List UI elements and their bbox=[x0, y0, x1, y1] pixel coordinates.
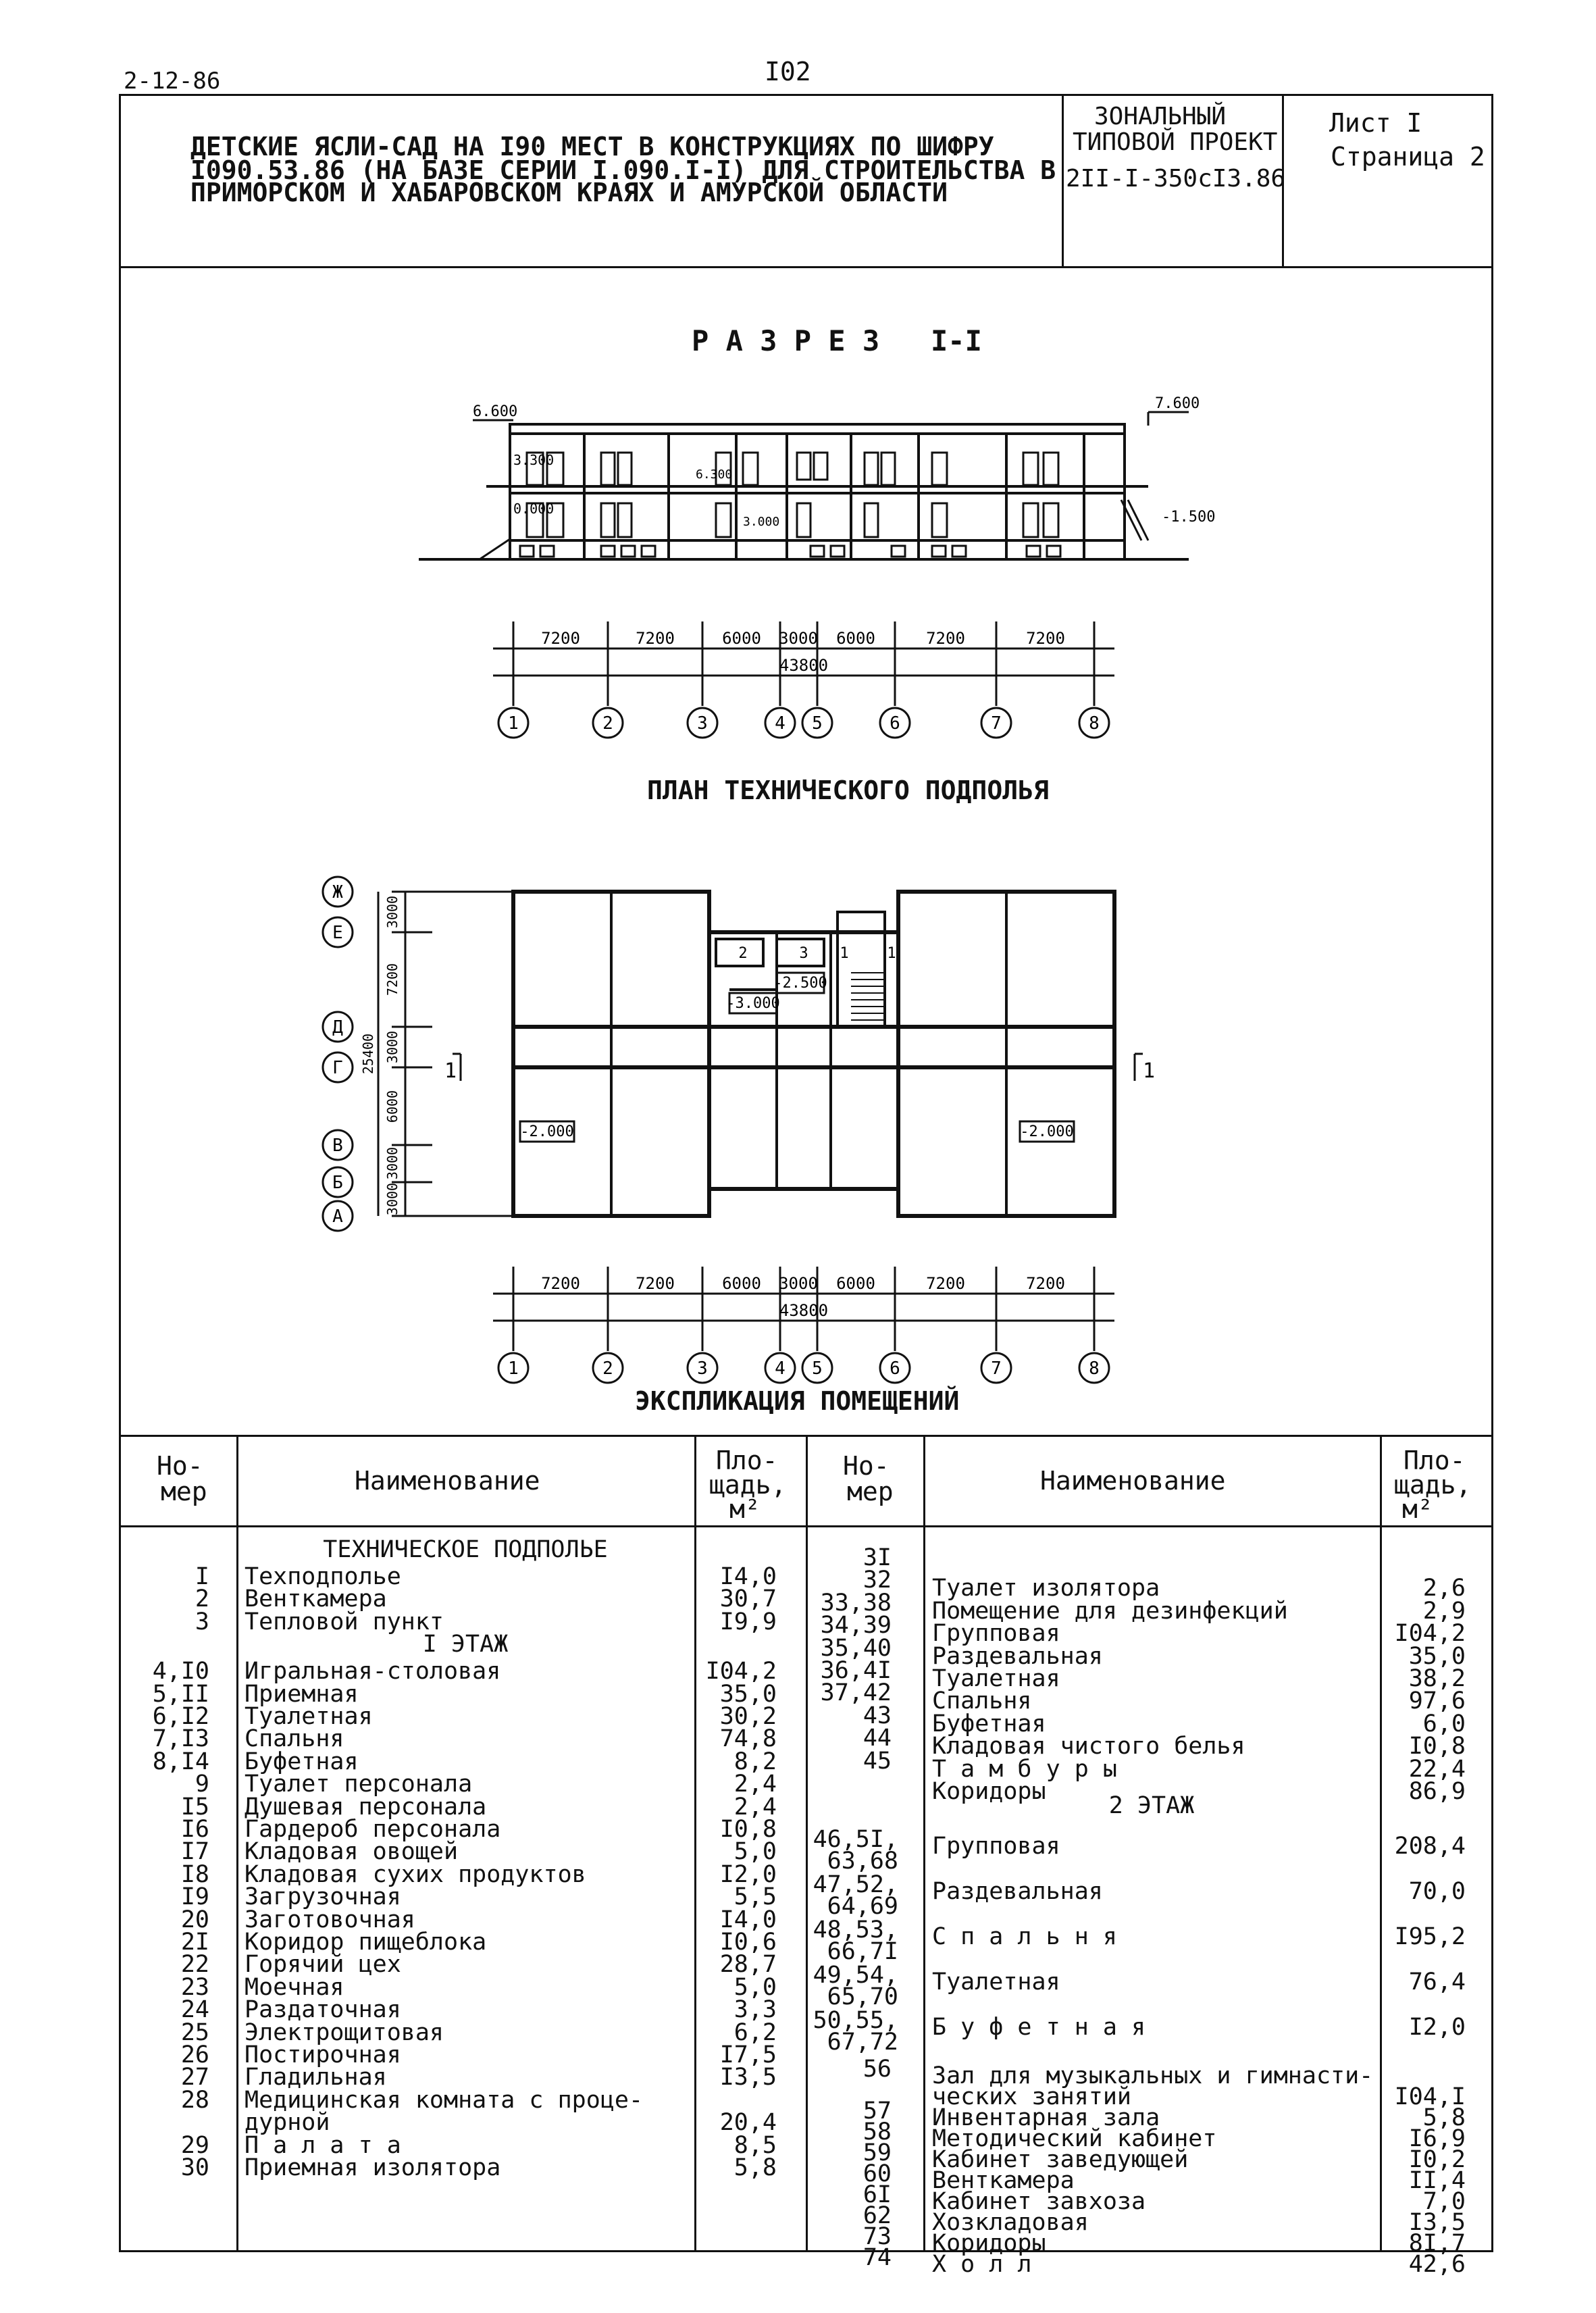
room-name: Кладовая сухих продуктов bbox=[244, 1860, 586, 1888]
table-col-line bbox=[1380, 1435, 1382, 2252]
col-header-area: м² bbox=[1402, 1494, 1433, 1524]
room-number: 2I bbox=[180, 1929, 209, 1956]
level-mark: 3.000 bbox=[743, 515, 780, 529]
axis-label: 5 bbox=[812, 1358, 823, 1379]
row-dimension: 3000 bbox=[384, 895, 401, 929]
plan-room-number: 1 bbox=[887, 945, 896, 962]
room-area: 35,0 bbox=[719, 1680, 777, 1708]
sheet-label: Лист I bbox=[1329, 108, 1422, 138]
plan-level-mark: -2.000 bbox=[1020, 1123, 1074, 1140]
room-name: Техподполье bbox=[244, 1563, 401, 1590]
room-area: I04,2 bbox=[1394, 1620, 1466, 1648]
room-number: I6 bbox=[180, 1816, 209, 1843]
room-area: I0,8 bbox=[719, 1816, 777, 1843]
room-number: 48,53, bbox=[813, 1916, 898, 1944]
room-name: Туалет изолятора bbox=[932, 1575, 1160, 1602]
room-area: I3,5 bbox=[719, 2064, 777, 2091]
axis-label: 5 bbox=[812, 713, 823, 734]
room-name: Т а м б у р ы bbox=[932, 1755, 1117, 1783]
room-name: Тепловой пункт bbox=[244, 1608, 444, 1635]
room-name: Венткамера bbox=[244, 1585, 387, 1613]
plan-level-mark: -2.500 bbox=[773, 975, 827, 992]
page-label: Страница 2 bbox=[1331, 142, 1485, 172]
room-number: 9 bbox=[195, 1771, 209, 1798]
level-mark: 6.300 bbox=[696, 467, 733, 482]
room-name: Зал для музыкальных и гимнасти- bbox=[932, 2062, 1374, 2090]
span-dimension: 7200 bbox=[541, 629, 580, 648]
axis-label: 7 bbox=[991, 713, 1002, 734]
level-mark: 7.600 bbox=[1155, 395, 1200, 412]
room-number: 6I bbox=[863, 2181, 892, 2209]
room-number: 63,68 bbox=[827, 1848, 898, 1875]
room-number: 57 bbox=[863, 2098, 892, 2125]
plan-room-number: 2 bbox=[738, 945, 748, 962]
room-name: Спальня bbox=[932, 1687, 1032, 1715]
room-number: 32 bbox=[863, 1567, 892, 1594]
col-header-number: Но- bbox=[157, 1451, 203, 1481]
table-col-line bbox=[923, 1435, 925, 2252]
span-dimension: 7200 bbox=[1026, 629, 1065, 648]
table-col-line bbox=[806, 1435, 808, 2252]
room-number: 60 bbox=[863, 2160, 892, 2188]
room-number: 25 bbox=[180, 2018, 209, 2046]
span-dimension: 3000 bbox=[779, 1274, 818, 1293]
room-area: 38,2 bbox=[1408, 1665, 1466, 1692]
axis-label: 1 bbox=[508, 713, 519, 734]
col-header-number: мер bbox=[161, 1477, 207, 1506]
room-area: 30,7 bbox=[719, 1585, 777, 1613]
row-axis-label: Е bbox=[332, 923, 343, 943]
col-header-name: Наименование bbox=[1040, 1466, 1226, 1496]
room-area: 5,0 bbox=[733, 1973, 777, 2001]
room-area: I95,2 bbox=[1394, 1923, 1466, 1951]
room-area: II,4 bbox=[1408, 2167, 1466, 2195]
room-name: Групповая bbox=[932, 1620, 1060, 1648]
room-name: Кладовая чистого белья bbox=[932, 1733, 1245, 1760]
room-area: 6,2 bbox=[733, 2018, 777, 2046]
cut-mark-left: 1 bbox=[444, 1059, 457, 1083]
room-name: Приемная bbox=[244, 1680, 359, 1708]
room-area: 8,2 bbox=[733, 1748, 777, 1775]
explication-title: ЭКСПЛИКАЦИЯ ПОМЕЩЕНИЙ bbox=[635, 1386, 960, 1416]
project-code: 2II-I-350сI3.86 bbox=[1066, 165, 1286, 193]
room-area bbox=[696, 2089, 777, 2112]
room-number: 24 bbox=[180, 1996, 209, 2024]
total-dimension: 43800 bbox=[779, 1301, 829, 1320]
col-header-number: Но- bbox=[843, 1451, 890, 1481]
row-dimension: 7200 bbox=[384, 963, 401, 996]
plan-title: ПЛАН ТЕХНИЧЕСКОГО ПОДПОЛЬЯ bbox=[647, 776, 1049, 805]
room-number: 20 bbox=[180, 1906, 209, 1933]
room-name: Инвентарная зала bbox=[932, 2104, 1160, 2132]
span-dimension: 7200 bbox=[926, 1274, 965, 1293]
row-axis-label: А bbox=[332, 1206, 343, 1227]
span-dimension: 6000 bbox=[836, 629, 875, 648]
room-number: 2 bbox=[195, 1585, 209, 1613]
level-mark: -1.500 bbox=[1162, 509, 1216, 526]
room-area: 28,7 bbox=[719, 1951, 777, 1979]
room-name: Раздаточная bbox=[244, 1996, 401, 2024]
axis-label: 1 bbox=[508, 1358, 519, 1379]
total-dimension: 43800 bbox=[779, 656, 829, 675]
room-number: 44 bbox=[863, 1725, 892, 1752]
plan-level-mark: -2.000 bbox=[520, 1123, 574, 1140]
room-number: 5,II bbox=[152, 1680, 209, 1708]
room-number: 59 bbox=[863, 2139, 892, 2167]
room-number: 73 bbox=[863, 2223, 892, 2251]
axis-label: 8 bbox=[1089, 1358, 1100, 1379]
room-number: 29 bbox=[180, 2131, 209, 2159]
room-name: Помещение для дезинфекций bbox=[932, 1597, 1288, 1625]
axis-label: 4 bbox=[775, 1358, 786, 1379]
room-number bbox=[128, 2112, 209, 2134]
room-number: 49,54, bbox=[813, 1962, 898, 1989]
room-number: I9 bbox=[180, 1883, 209, 1911]
span-dimension: 7200 bbox=[636, 1274, 675, 1293]
room-name: Моечная bbox=[244, 1973, 344, 2001]
row-axis-label: В bbox=[332, 1136, 343, 1156]
room-name: Электрощитовая bbox=[244, 2018, 444, 2046]
section-title: Р А З Р Е З I-I bbox=[692, 324, 982, 357]
room-name: Загрузочная bbox=[244, 1883, 401, 1911]
room-area: 42,6 bbox=[1408, 2251, 1466, 2279]
project-title-line: I090.53.86 (НА БАЗЕ СЕРИИ I.090.I-I) ДЛЯ СТРОИТЕЛЬСТВА В bbox=[190, 155, 1056, 185]
room-number: 50,55, bbox=[813, 2007, 898, 2035]
room-number: 56 bbox=[863, 2056, 892, 2083]
room-name: Туалетная bbox=[932, 1968, 1060, 1996]
room-name: Приемная изолятора bbox=[244, 2154, 501, 2181]
section-heading: 2 ЭТАЖ bbox=[1108, 1792, 1195, 1820]
room-name: Кабинет завхоза bbox=[932, 2188, 1146, 2216]
room-name: С п а л ь н я bbox=[932, 1923, 1117, 1951]
plan-drawing bbox=[311, 871, 1189, 1236]
room-number: I bbox=[195, 1563, 209, 1590]
room-name: Гардероб персонала bbox=[244, 1816, 501, 1843]
col-header-area: щадь, bbox=[709, 1470, 787, 1500]
room-name: Спальня bbox=[244, 1725, 344, 1753]
room-area: 5,0 bbox=[733, 1838, 777, 1866]
room-number: 3 bbox=[195, 1608, 209, 1635]
room-name: Медицинская комната с проце- bbox=[244, 2086, 644, 2114]
room-area: 5,5 bbox=[733, 1883, 777, 1911]
room-name: Заготовочная bbox=[244, 1906, 415, 1933]
room-number: 66,7I bbox=[827, 1938, 898, 1966]
room-name: П а л а т а bbox=[244, 2131, 401, 2159]
room-area: 22,4 bbox=[1408, 1755, 1466, 1783]
room-area: 5,8 bbox=[1422, 2104, 1466, 2132]
plan-room-number: 1 bbox=[840, 945, 849, 962]
section-heading: I ЭТАЖ bbox=[422, 1631, 509, 1658]
room-area: I2,0 bbox=[719, 1860, 777, 1888]
span-dimension: 7200 bbox=[541, 1274, 580, 1293]
row-dimension: 3000 bbox=[384, 1030, 401, 1064]
room-number: 3I bbox=[863, 1544, 892, 1571]
room-number: 37,42 bbox=[820, 1679, 892, 1707]
room-area: 86,9 bbox=[1408, 1778, 1466, 1805]
axis-label: 2 bbox=[602, 713, 613, 734]
room-number: 47,52, bbox=[813, 1871, 898, 1899]
room-number: 23 bbox=[180, 1973, 209, 2001]
axis-label: 6 bbox=[890, 713, 900, 734]
room-area: 35,0 bbox=[1408, 1642, 1466, 1670]
room-area: I0,2 bbox=[1408, 2146, 1466, 2174]
project-type-line: ТИПОВОЙ ПРОЕКТ bbox=[1073, 128, 1278, 156]
room-name: Методический кабинет bbox=[932, 2125, 1217, 2153]
room-number: 33,38 bbox=[820, 1589, 892, 1617]
project-title-line: ДЕТСКИЕ ЯСЛИ-САД НА I90 МЕСТ В КОНСТРУКЦИЯХ ПО ШИФРУ bbox=[190, 132, 994, 161]
room-name: Гладильная bbox=[244, 2064, 387, 2091]
row-dimension: 3000 bbox=[384, 1146, 401, 1180]
room-area: 208,4 bbox=[1394, 1833, 1466, 1860]
room-number bbox=[810, 1773, 892, 1795]
room-number: 58 bbox=[863, 2118, 892, 2146]
room-number: 62 bbox=[863, 2202, 892, 2230]
header-col-divider-1 bbox=[1062, 94, 1064, 266]
room-area: 5,8 bbox=[733, 2154, 777, 2181]
span-dimension: 7200 bbox=[1026, 1274, 1065, 1293]
room-name: Постирочная bbox=[244, 2041, 401, 2068]
span-dimension: 3000 bbox=[779, 629, 818, 648]
project-type-line: ЗОНАЛЬНЫЙ bbox=[1094, 103, 1227, 130]
room-number: 22 bbox=[180, 1951, 209, 1979]
col-header-area: Пло- bbox=[716, 1446, 778, 1475]
room-name: Игральная-столовая bbox=[244, 1658, 501, 1685]
room-name: Кладовая овощей bbox=[244, 1838, 459, 1866]
level-mark: 0.000 bbox=[513, 501, 555, 517]
room-area: 2,4 bbox=[733, 1793, 777, 1821]
room-area: I2,0 bbox=[1408, 2014, 1466, 2041]
room-area: I04,2 bbox=[705, 1658, 777, 1685]
room-area: I6,9 bbox=[1408, 2125, 1466, 2153]
room-number: 46,5I, bbox=[813, 1826, 898, 1854]
section-dimensions bbox=[473, 611, 1135, 746]
room-number: I8 bbox=[180, 1860, 209, 1888]
room-number: 64,69 bbox=[827, 1893, 898, 1921]
room-number: 36,4I bbox=[820, 1657, 892, 1684]
room-number: 7,I3 bbox=[152, 1725, 209, 1753]
room-name: Буфетная bbox=[244, 1748, 359, 1775]
axis-label: 3 bbox=[697, 713, 708, 734]
sheet-code: 2-12-86 bbox=[124, 68, 221, 95]
room-name: Горячий цех bbox=[244, 1951, 401, 1979]
level-mark: 6.600 bbox=[473, 403, 518, 420]
room-name: Раздевальная bbox=[932, 1878, 1103, 1906]
plan-dimensions bbox=[473, 1256, 1135, 1392]
room-area: I0,6 bbox=[719, 1929, 777, 1956]
room-area: 20,4 bbox=[719, 2109, 777, 2137]
room-number: 27 bbox=[180, 2064, 209, 2091]
room-area: 70,0 bbox=[1408, 1878, 1466, 1906]
room-name: Буфетная bbox=[932, 1710, 1046, 1737]
room-number: 28 bbox=[180, 2086, 209, 2114]
room-name: дурной bbox=[244, 2109, 330, 2137]
room-area: I0,8 bbox=[1408, 1733, 1466, 1760]
room-name: Туалетная bbox=[932, 1665, 1060, 1692]
row-total-dimension: 25400 bbox=[360, 1033, 376, 1075]
room-number: 35,40 bbox=[820, 1634, 892, 1662]
room-name: Коридоры bbox=[932, 1778, 1046, 1805]
room-area: 7,0 bbox=[1422, 2188, 1466, 2216]
room-area: 2,6 bbox=[1422, 1575, 1466, 1602]
room-name: Кабинет заведующей bbox=[932, 2146, 1189, 2174]
room-number: 34,39 bbox=[820, 1612, 892, 1640]
room-number: 8,I4 bbox=[152, 1748, 209, 1775]
room-area: 8I,7 bbox=[1408, 2230, 1466, 2258]
room-area: I9,9 bbox=[719, 1608, 777, 1635]
plan-room-number: 3 bbox=[799, 945, 808, 962]
room-area: 3,3 bbox=[733, 1996, 777, 2024]
room-name: ческих занятий bbox=[932, 2083, 1132, 2111]
row-axis-label: Ж bbox=[332, 882, 343, 903]
room-area: 30,2 bbox=[719, 1703, 777, 1730]
room-name: Хозкладовая bbox=[932, 2209, 1089, 2237]
room-area: 74,8 bbox=[719, 1725, 777, 1753]
row-dimension: 3000 bbox=[384, 1182, 401, 1216]
level-mark: 3.300 bbox=[513, 452, 555, 468]
col-header-area: щадь, bbox=[1394, 1470, 1472, 1500]
span-dimension: 7200 bbox=[636, 629, 675, 648]
cut-mark-right: 1 bbox=[1143, 1059, 1156, 1083]
room-area: I4,0 bbox=[719, 1563, 777, 1590]
header-divider bbox=[119, 266, 1493, 268]
col-header-name: Наименование bbox=[355, 1466, 540, 1496]
room-number: 6,I2 bbox=[152, 1703, 209, 1730]
col-header-number: мер bbox=[847, 1477, 894, 1506]
room-name: Б у ф е т н а я bbox=[932, 2014, 1146, 2041]
axis-label: 2 bbox=[602, 1358, 613, 1379]
section-heading: ТЕХНИЧЕСКОЕ ПОДПОЛЬЕ bbox=[323, 1536, 608, 1563]
span-dimension: 6000 bbox=[722, 1274, 761, 1293]
room-number: 30 bbox=[180, 2154, 209, 2181]
row-axis-label: Г bbox=[332, 1058, 343, 1078]
room-area: 2,4 bbox=[733, 1771, 777, 1798]
room-name: Душевая персонала bbox=[244, 1793, 487, 1821]
span-dimension: 7200 bbox=[926, 629, 965, 648]
room-number: 4,I0 bbox=[152, 1658, 209, 1685]
room-number: 43 bbox=[863, 1702, 892, 1729]
row-axis-label: Б bbox=[332, 1173, 343, 1193]
room-area: I4,0 bbox=[719, 1906, 777, 1933]
section-drawing bbox=[378, 378, 1216, 581]
room-area: I7,5 bbox=[719, 2041, 777, 2068]
room-number: 65,70 bbox=[827, 1983, 898, 2011]
span-dimension: 6000 bbox=[836, 1274, 875, 1293]
axis-label: 6 bbox=[890, 1358, 900, 1379]
axis-label: 3 bbox=[697, 1358, 708, 1379]
axis-label: 4 bbox=[775, 713, 786, 734]
row-dimension: 6000 bbox=[384, 1090, 401, 1123]
room-name: Туалет персонала bbox=[244, 1771, 473, 1798]
room-number: 67,72 bbox=[827, 2029, 898, 2056]
axis-label: 8 bbox=[1089, 713, 1100, 734]
col-header-area: Пло- bbox=[1404, 1446, 1466, 1475]
room-name: Коридоры bbox=[932, 2230, 1046, 2258]
col-header-area: м² bbox=[729, 1494, 761, 1524]
room-area: 8,5 bbox=[733, 2131, 777, 2159]
page-number: I02 bbox=[765, 57, 811, 86]
row-axis-label: Д bbox=[332, 1017, 343, 1038]
room-area: I3,5 bbox=[1408, 2209, 1466, 2237]
room-name: Групповая bbox=[932, 1833, 1060, 1860]
plan-level-mark: -3.000 bbox=[726, 995, 780, 1012]
room-number: 26 bbox=[180, 2041, 209, 2068]
room-area: 2,9 bbox=[1422, 1597, 1466, 1625]
room-number: 74 bbox=[863, 2244, 892, 2272]
room-area: 76,4 bbox=[1408, 1968, 1466, 1996]
room-area: 6,0 bbox=[1422, 1710, 1466, 1737]
span-dimension: 6000 bbox=[722, 629, 761, 648]
room-number: I5 bbox=[180, 1793, 209, 1821]
axis-label: 7 bbox=[991, 1358, 1002, 1379]
room-name: Х о л л bbox=[932, 2251, 1032, 2279]
room-area: I04,I bbox=[1394, 2083, 1466, 2111]
project-title-line: ПРИМОРСКОМ И ХАБАРОВСКОМ КРАЯХ И АМУРСКОЙ ОБЛАСТИ bbox=[190, 178, 948, 207]
room-area: 97,6 bbox=[1408, 1687, 1466, 1715]
room-name: Венткамера bbox=[932, 2167, 1075, 2195]
room-name: Коридор пищеблока bbox=[244, 1929, 487, 1956]
room-name: Раздевальная bbox=[932, 1642, 1103, 1670]
room-number: 45 bbox=[863, 1747, 892, 1775]
room-name: Туалетная bbox=[244, 1703, 373, 1730]
room-number: I7 bbox=[180, 1838, 209, 1866]
